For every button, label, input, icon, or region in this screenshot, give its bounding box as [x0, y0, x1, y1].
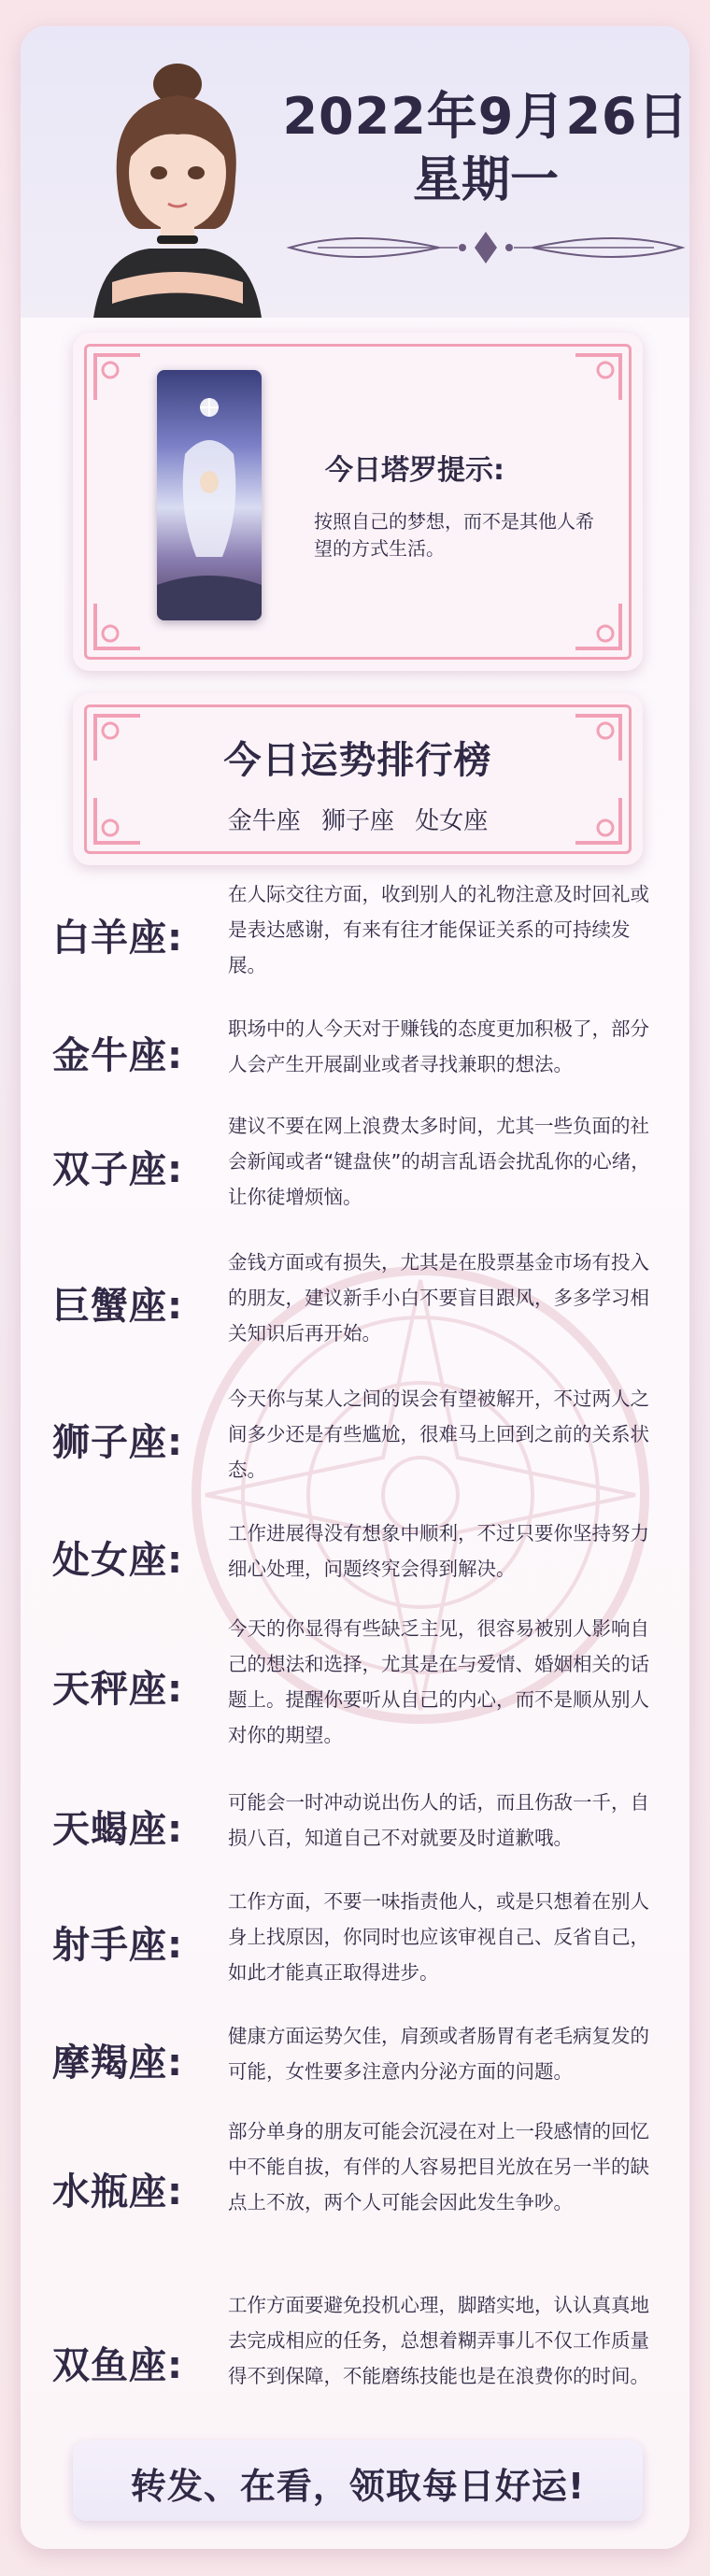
share-banner: [73, 2441, 643, 2521]
corner-ornament-icon: [92, 600, 144, 652]
date-heading: 2022年9月26日: [282, 87, 689, 146]
sign-name: 双子座:: [52, 1148, 183, 1191]
sign-name: 双鱼座:: [52, 2344, 183, 2387]
ranking-sign-3: 处女座: [415, 807, 489, 835]
sign-name: 金牛座:: [52, 1034, 183, 1077]
tarot-card-image: [157, 370, 262, 620]
weekday-heading: 星期一: [412, 152, 559, 208]
sign-text: 工作进展得没有想象中顺利，不过只要你坚持努力细心处理，问题终究会得到解决。: [228, 1522, 649, 1580]
sign-text: 健康方面运势欠佳，肩颈或者肠胃有老毛病复发的可能，女性要多注意内分泌方面的问题。: [228, 2025, 649, 2083]
sign-text: 部分单身的朋友可能会沉浸在对上一段感情的回忆中不能自拔，有伴的人容易把目光放在另一半的缺点上不放，两个人可能会因此发生争吵。: [228, 2120, 649, 2213]
tarot-title: 今日塔罗提示:: [325, 454, 504, 487]
ranking-title: 今日运势排行榜: [223, 739, 492, 782]
sign-text: 工作方面要避免投机心理，脚踏实地，认认真真地去完成相应的任务，总想着糊弄事儿不仅工作质量得不到保障，不能磨练技能也是在浪费你的时间。: [228, 2294, 649, 2387]
corner-ornament-icon: [92, 351, 144, 404]
sign-name: 狮子座:: [52, 1421, 183, 1464]
corner-ornament-icon: [572, 351, 624, 404]
sign-text: 建议不要在网上浪费太多时间，尤其一些负面的社会新闻或者“键盘侠”的胡言乱语会扰乱你的心绪，让你徒增烦恼。: [228, 1115, 650, 1208]
ranking-sign-1: 金牛座: [227, 807, 301, 835]
sign-name: 射手座:: [52, 1924, 183, 1967]
sign-name: 摩羯座:: [52, 2042, 183, 2085]
divider-ornament-icon: [280, 224, 691, 271]
tarot-card-panel: [73, 333, 643, 671]
sign-text: 金钱方面或有损失，尤其是在股票基金市场有投入的朋友，建议新手小白不要盲目跟风，多多学习相关知识后再开始。: [228, 1251, 649, 1345]
ranking-sign-2: 狮子座: [320, 807, 394, 835]
ranking-top-signs: [73, 802, 643, 836]
sign-name: 白羊座:: [52, 917, 183, 960]
sign-name: 水瓶座:: [52, 2170, 183, 2213]
sign-text: 今天的你显得有些缺乏主见，很容易被别人影响自己的想法和选择，尤其是在与爱情、婚姻相关的话题上。提醒你要听从自己的内心，而不是顺从别人对你的期望。: [228, 1617, 649, 1746]
sign-text: 在人际交往方面，收到别人的礼物注意及时回礼或是表达感谢，有来有往才能保证关系的可持续发展。: [228, 883, 649, 976]
share-banner-text: 转发、在看，领取每日好运!: [130, 2466, 586, 2507]
sign-text: 职场中的人今天对于赚钱的态度更加积极了，部分人会产生开展副业或者寻找兼职的想法。: [228, 1018, 649, 1075]
sign-name: 天秤座:: [52, 1668, 183, 1711]
sign-name: 处女座:: [52, 1539, 183, 1582]
corner-ornament-icon: [572, 600, 624, 652]
girl-avatar-icon: [75, 37, 280, 318]
sign-name: 天蝎座:: [52, 1808, 183, 1851]
sign-text: 今天你与某人之间的误会有望被解开，不过两人之间多少还是有些尴尬，很难马上回到之前的关系状态。: [228, 1388, 649, 1481]
sign-text: 可能会一时冲动说出伤人的话，而且伤敌一千，自损八百，知道自己不对就要及时道歉哦。: [228, 1791, 649, 1849]
ranking-panel: [73, 693, 643, 865]
tarot-text: 按照自己的梦想，而不是其他人希望的方式生活。: [314, 510, 594, 560]
sign-name: 巨蟹座:: [52, 1285, 183, 1328]
sign-text: 工作方面，不要一味指责他人，或是只想着在别人身上找原因，你同时也应该审视自己、反省自己，如此才能真正取得进步。: [228, 1890, 649, 1984]
